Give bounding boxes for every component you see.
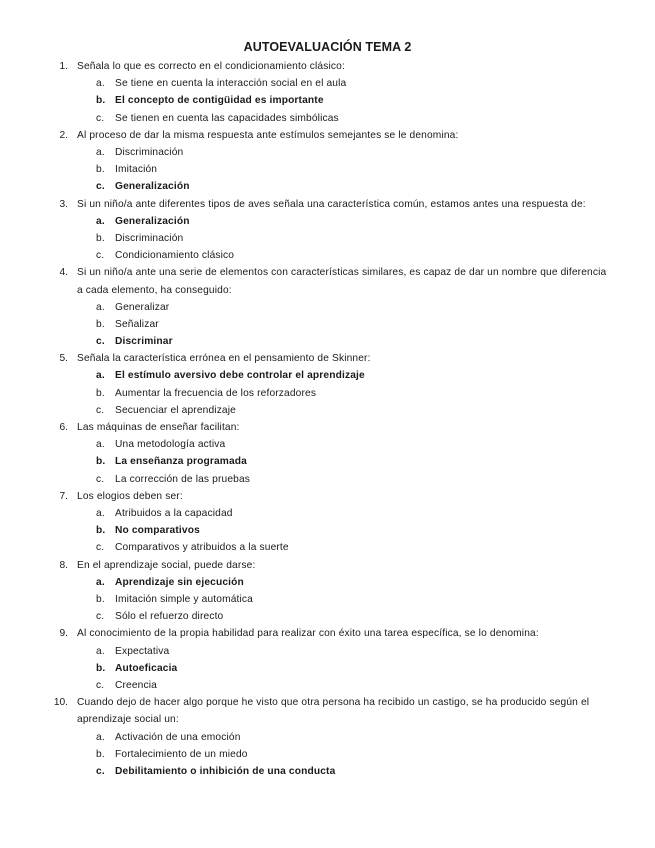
question-item <box>0 557 655 626</box>
question-text: Los elogios deben ser: <box>77 490 183 502</box>
option-text: Aumentar la frecuencia de los reforzadores <box>115 387 317 399</box>
question-text: En el aprendizaje social, puede darse: <box>77 559 256 571</box>
option-text: Comparativos y atribuidos a la suerte <box>115 542 289 554</box>
option-list <box>0 144 655 196</box>
option-letter: a. <box>96 508 105 519</box>
question-item <box>0 264 655 350</box>
option-text: No comparativos <box>115 525 200 537</box>
option-letter: c. <box>96 765 105 777</box>
option-item <box>0 746 655 763</box>
question-text: Al conocimiento de la propia habilidad para realizar con éxito una tarea específica, se lo denomina: <box>77 628 539 640</box>
option-text: Discriminación <box>115 146 184 158</box>
option-letter: c. <box>96 404 105 416</box>
option-text: Atribuidos a la capacidad <box>115 508 233 519</box>
option-item <box>0 230 655 247</box>
option-item-correct <box>0 660 655 677</box>
option-item-correct <box>0 522 655 539</box>
option-text: La enseñanza programada <box>115 456 247 468</box>
option-item <box>0 539 655 556</box>
option-item-correct <box>0 333 655 350</box>
option-text: Generalizar <box>115 301 170 313</box>
option-text: Discriminar <box>115 336 173 348</box>
question-text: Cuando dejo de hacer algo porque he visto que otra persona ha recibido un castigo, se ha producido según el aprendizaje social un: <box>77 697 590 726</box>
option-letter: b. <box>96 95 106 107</box>
option-text: Secuenciar el aprendizaje <box>115 404 236 416</box>
option-list <box>0 436 655 488</box>
question-number: 7. <box>59 490 68 502</box>
option-letter: c. <box>96 679 105 691</box>
option-item <box>0 471 655 488</box>
option-item <box>0 144 655 161</box>
option-text: Aprendizaje sin ejecución <box>115 576 244 588</box>
option-letter: b. <box>96 456 106 468</box>
option-text: El estímulo aversivo debe controlar el aprendizaje <box>115 370 365 382</box>
option-letter: c. <box>96 181 105 193</box>
option-item <box>0 161 655 178</box>
question-text: Si un niño/a ante una serie de elementos con características similares, es capaz de dar un nombre que diferencia a cada elemento, ha conseguido: <box>77 267 607 296</box>
option-letter: b. <box>96 387 105 399</box>
option-text: Sólo el refuerzo directo <box>115 611 224 623</box>
option-letter: a. <box>96 731 105 743</box>
option-letter: b. <box>96 748 105 760</box>
question-item <box>0 350 655 419</box>
question-text: Al proceso de dar la misma respuesta ante estímulos semejantes se le denomina: <box>77 129 459 141</box>
option-item <box>0 299 655 316</box>
option-letter: a. <box>96 301 105 313</box>
option-letter: c. <box>96 611 105 623</box>
option-text: Discriminación <box>115 232 184 244</box>
option-item <box>0 505 655 522</box>
option-letter: a. <box>96 215 105 227</box>
option-letter: b. <box>96 525 106 537</box>
option-text: El concepto de contigüidad es importante <box>115 95 324 107</box>
option-text: Debilitamiento o inhibición de una conducta <box>115 765 336 777</box>
question-item <box>0 58 655 127</box>
option-text: Generalización <box>115 215 190 227</box>
option-item <box>0 75 655 92</box>
question-text: Señala lo que es correcto en el condicionamiento clásico: <box>77 61 345 72</box>
question-list <box>0 58 655 780</box>
option-item-correct <box>0 453 655 470</box>
question-item <box>0 694 655 780</box>
option-text: Una metodología activa <box>115 439 226 451</box>
option-letter: a. <box>96 439 105 451</box>
question-number: 5. <box>59 353 68 365</box>
option-text: Imitación <box>115 164 158 176</box>
question-item <box>0 196 655 265</box>
option-item-correct <box>0 178 655 195</box>
option-list <box>0 367 655 419</box>
option-list <box>0 574 655 626</box>
option-item <box>0 608 655 625</box>
option-text: Autoeficacia <box>115 662 178 674</box>
option-letter: b. <box>96 232 105 244</box>
option-text: La corrección de las pruebas <box>115 473 251 485</box>
option-item-correct <box>0 574 655 591</box>
option-letter: b. <box>96 593 105 605</box>
option-letter: c. <box>96 112 105 124</box>
option-text: Señalizar <box>115 318 159 330</box>
option-text: Expectativa <box>115 645 170 657</box>
question-number: 9. <box>59 628 68 640</box>
option-text: Condicionamiento clásico <box>115 250 235 262</box>
question-text: Si un niño/a ante diferentes tipos de aves señala una característica común, estamos antes una respuesta de: <box>77 198 586 210</box>
option-item-correct <box>0 367 655 384</box>
question-number: 3. <box>59 198 68 210</box>
question-item <box>0 488 655 557</box>
option-letter: c. <box>96 473 105 485</box>
option-item-correct <box>0 213 655 230</box>
option-text: Creencia <box>115 679 157 691</box>
option-item <box>0 591 655 608</box>
option-list <box>0 213 655 265</box>
question-number: 1. <box>59 61 68 72</box>
question-item <box>0 625 655 694</box>
option-text: Se tienen en cuenta las capacidades simbólicas <box>115 112 339 124</box>
option-text: Activación de una emoción <box>115 731 241 743</box>
option-item <box>0 385 655 402</box>
option-item-correct <box>0 92 655 109</box>
option-letter: c. <box>96 250 105 262</box>
question-number: 4. <box>59 267 68 279</box>
option-letter: c. <box>96 542 105 554</box>
option-letter: a. <box>96 645 105 657</box>
question-number: 8. <box>59 559 68 571</box>
question-item <box>0 127 655 196</box>
option-letter: b. <box>96 662 106 674</box>
option-letter: c. <box>96 336 105 348</box>
option-letter: a. <box>96 78 105 90</box>
question-number: 10. <box>53 697 68 709</box>
option-letter: a. <box>96 576 105 588</box>
option-letter: b. <box>96 164 105 176</box>
option-list <box>0 729 655 781</box>
option-list <box>0 505 655 557</box>
question-item <box>0 419 655 488</box>
option-item <box>0 436 655 453</box>
option-item <box>0 729 655 746</box>
option-item <box>0 402 655 419</box>
option-list <box>0 299 655 351</box>
option-letter: a. <box>96 146 105 158</box>
option-text: Generalización <box>115 181 190 193</box>
question-number: 6. <box>59 422 68 434</box>
option-item <box>0 110 655 127</box>
question-text: Señala la característica errónea en el pensamiento de Skinner: <box>77 353 371 365</box>
option-item <box>0 677 655 694</box>
option-item <box>0 247 655 264</box>
option-item-correct <box>0 763 655 780</box>
document-title: AUTOEVALUACIÓN TEMA 2 <box>243 40 412 54</box>
question-text: Las máquinas de enseñar facilitan: <box>77 422 240 434</box>
option-letter: a. <box>96 370 105 382</box>
question-number: 2. <box>59 129 68 141</box>
option-letter: b. <box>96 318 105 330</box>
option-text: Fortalecimiento de un miedo <box>115 748 248 760</box>
option-text: Imitación simple y automática <box>115 593 253 605</box>
option-item <box>0 643 655 660</box>
option-text: Se tiene en cuenta la interacción social en el aula <box>115 78 347 90</box>
option-list <box>0 643 655 695</box>
option-list <box>0 75 655 127</box>
option-item <box>0 316 655 333</box>
